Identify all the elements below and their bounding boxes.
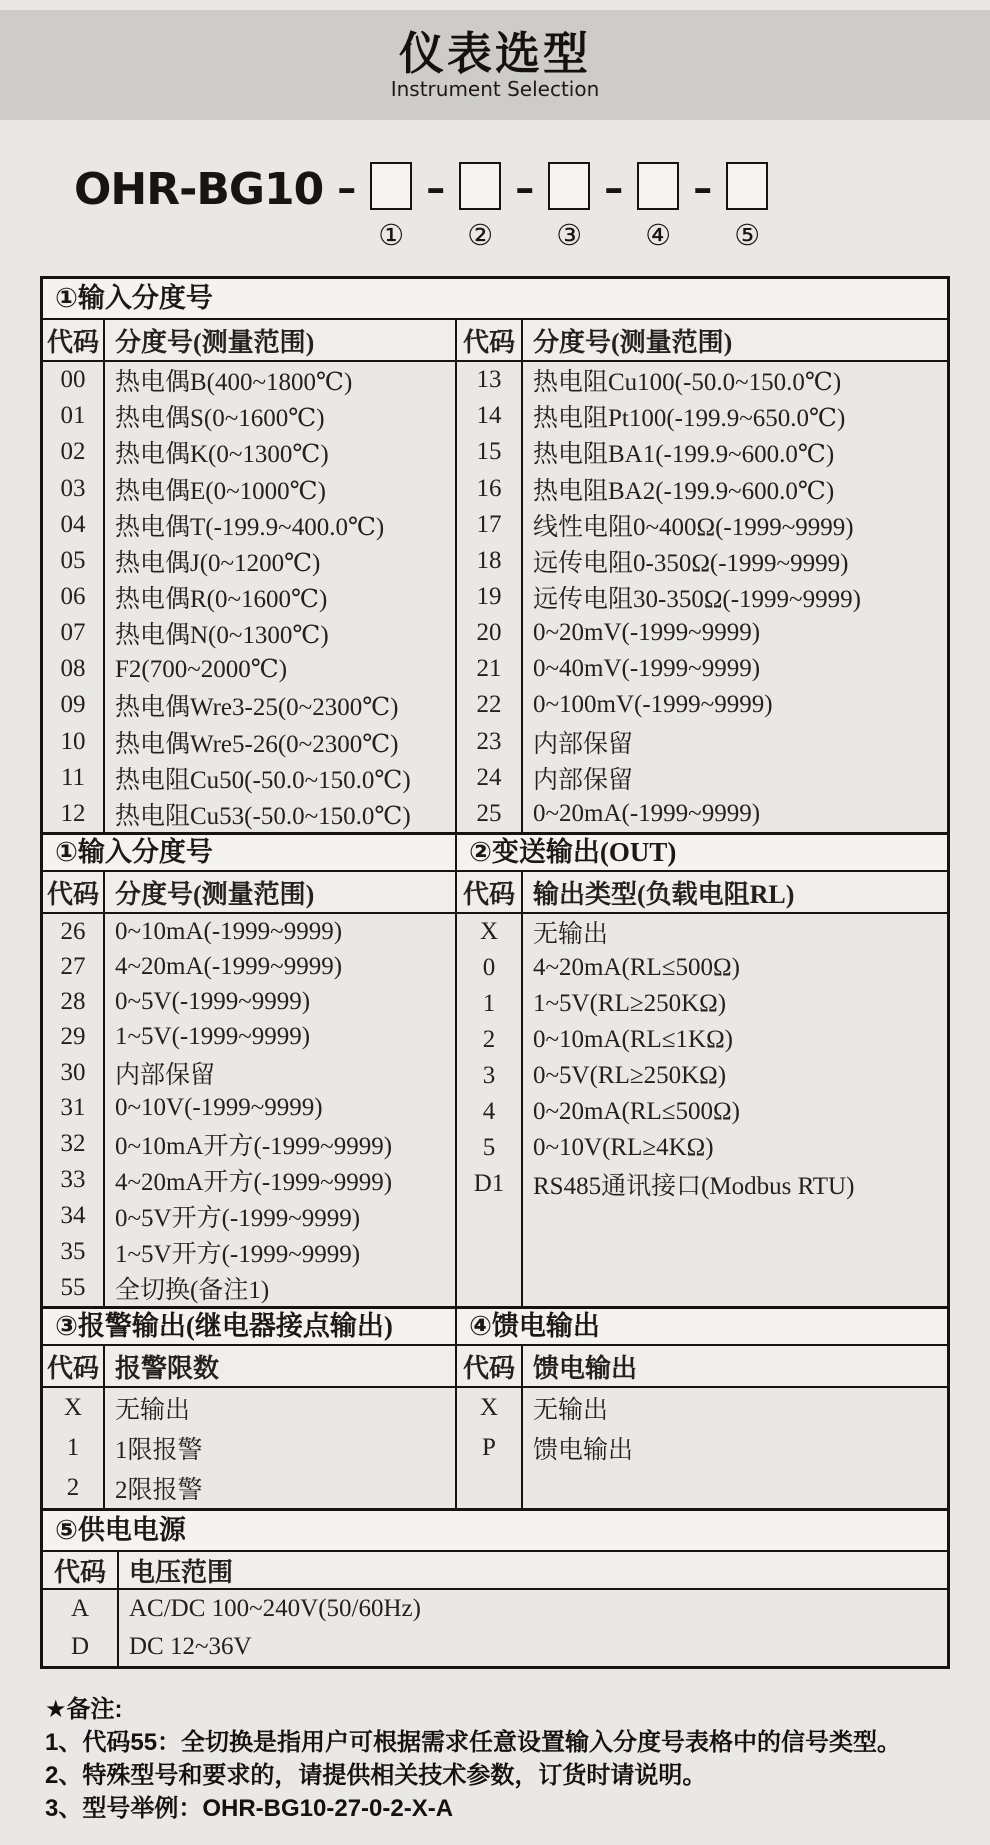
model-dash-3: – [515,166,535,210]
section1-title: ①输入分度号 [43,279,947,320]
row-code: X [479,918,499,945]
table-row [43,615,455,651]
row-code: 18 [476,546,502,574]
column-header-desc: 分度号(测量范围) [533,327,733,357]
row-desc: 1~5V(-1999~9999) [115,1023,311,1051]
section1-right-rows [457,362,947,832]
table-row [43,507,455,543]
note-item-2: 2、特殊型号和要求的，请提供相关技术参数，订货时请说明。 [45,1762,707,1789]
position-label-5: ⑤ [734,218,761,252]
table-row [457,651,947,687]
row-code: 4 [482,1098,496,1125]
model-code-box-3 [548,162,590,210]
column-header-row [43,1346,455,1388]
section3-left-rows [43,1388,455,1508]
row-code: 05 [60,546,86,574]
model-dash-5: – [693,166,713,210]
row-desc: 线性电阻0~400Ω(-1999~9999) [533,513,854,541]
table-row [457,434,947,470]
row-desc: 内部保留 [533,730,634,758]
row-desc: 热电偶B(400~1800℃) [115,369,353,397]
row-code: X [63,1394,83,1421]
row-code: 04 [60,510,86,538]
section1-left-rows [43,362,455,832]
column-header-code: 代码 [46,327,99,357]
row-code: 30 [60,1058,86,1086]
row-desc: 热电偶K(0~1300℃) [115,441,329,469]
table-row [457,1094,947,1130]
model-prefix: OHR-BG10 [74,164,324,215]
position-label-2: ② [467,218,494,252]
row-desc: 0~5V(RL≥250KΩ) [533,1062,727,1089]
column-header-row [43,872,455,914]
table-row [43,1198,455,1234]
row-code: 11 [60,763,86,791]
row-code: 55 [60,1274,86,1302]
position-label-4: ④ [645,218,672,252]
column-header-desc: 报警限数 [115,1353,220,1383]
section2-right-rows [457,914,947,1306]
row-code: 33 [60,1166,86,1194]
table-row [43,579,455,615]
row-code: 10 [60,727,86,755]
table-row [457,796,947,832]
column-header-code: 代码 [462,1353,515,1383]
row-code: 1 [482,990,496,1017]
table-row [43,796,455,832]
column-header-desc: 分度号(测量范围) [115,879,315,909]
model-number-diagram [0,162,990,262]
column-header-row [43,320,455,362]
section2-right-title: ②变送输出(OUT) [457,835,947,872]
row-code: 09 [60,691,86,719]
table-row [457,398,947,434]
table-row [457,579,947,615]
row-desc: DC 12~36V [129,1633,252,1660]
model-code-box-2 [459,162,501,210]
column-header-desc: 电压范围 [129,1557,234,1587]
table-row [457,760,947,796]
column-header-desc: 分度号(测量范围) [115,327,315,357]
section-alarm-and-feed-output [43,1306,947,1508]
row-desc: 无输出 [533,1397,609,1424]
row-desc: 热电偶R(0~1600℃) [115,586,328,614]
row-desc: 内部保留 [115,1061,216,1089]
row-code: 03 [60,474,86,502]
section1-left-table [43,320,457,832]
row-desc: 4~20mA(RL≤500Ω) [533,954,740,981]
page-subtitle: Instrument Selection [390,77,600,101]
column-header-row [457,872,947,914]
row-desc: 1~5V开方(-1999~9999) [115,1241,361,1269]
table-row [43,1468,455,1508]
row-desc: 内部保留 [533,766,634,794]
row-code: 29 [60,1023,86,1051]
section4-title: ⑤供电电源 [43,1511,947,1552]
table-row [43,1055,455,1091]
model-code-box-5 [726,162,768,210]
table-row [43,1091,455,1126]
row-code: 08 [60,655,86,683]
row-desc: 4~20mA开方(-1999~9999) [115,1169,393,1197]
section1-right-table [457,320,947,832]
row-desc: AC/DC 100~240V(50/60Hz) [129,1595,421,1622]
section3-left-title: ③报警输出(继电器接点输出) [43,1309,455,1346]
row-code: 22 [476,691,502,719]
table-row [457,1058,947,1094]
table-row [457,914,947,950]
row-code: 14 [476,402,502,430]
row-desc: 热电偶T(-199.9~400.0℃) [115,513,385,541]
row-code: 26 [60,917,86,945]
table-row [457,1428,947,1468]
position-label-3: ③ [556,218,583,252]
table-row [43,470,455,506]
row-desc: 0~10mA(RL≤1KΩ) [533,1026,733,1053]
row-desc: 0~20mA(-1999~9999) [533,799,761,827]
table-row [43,760,455,796]
row-desc: 0~10mA(-1999~9999) [115,917,343,945]
section-power-supply [43,1508,947,1666]
note-item-1: 1、代码55：全切换是指用户可根据需求任意设置输入分度号表格中的信号类型。 [45,1729,902,1756]
table-row [43,1162,455,1198]
table-row [457,543,947,579]
note-item-3: 3、型号举例：OHR-BG10-27-0-2-X-A [45,1795,454,1822]
row-code: A [70,1595,90,1622]
section3-right-table [457,1309,947,1508]
row-code: 28 [60,988,86,1015]
section-input-division-b-and-output [43,832,947,1306]
row-code: P [482,1434,496,1461]
table-row [43,398,455,434]
row-code: 1 [66,1434,80,1461]
section4-table [43,1552,947,1666]
row-desc: 热电阻Cu53(-50.0~150.0℃) [115,802,411,830]
column-header-row [457,320,947,362]
row-desc: 热电阻Cu50(-50.0~150.0℃) [115,766,411,794]
row-code: 19 [476,583,502,611]
row-code: 16 [476,474,502,502]
row-desc: 全切换(备注1) [115,1277,270,1305]
column-header-row [457,1346,947,1388]
table-row [43,362,455,398]
row-desc: 无输出 [115,1397,191,1424]
table-row [43,543,455,579]
row-code: 12 [60,799,86,827]
row-code: 35 [60,1238,86,1266]
model-dash-4: – [604,166,624,210]
row-desc: 热电偶E(0~1000℃) [115,477,326,505]
row-code: 01 [60,402,86,430]
row-code: 25 [476,799,502,827]
section-input-division-a [43,279,947,832]
notes-header: ★备注: [45,1696,123,1723]
row-desc: 热电阻Pt100(-199.9~650.0℃) [533,405,846,433]
table-row [457,950,947,986]
table-row [43,1020,455,1055]
row-code: 3 [482,1062,496,1089]
model-code-box-1 [370,162,412,210]
table-row [457,362,947,398]
row-code: 07 [60,619,86,647]
table-row [43,1590,947,1628]
table-row [457,687,947,723]
row-desc: 远传电阻0-350Ω(-1999~9999) [533,549,849,577]
row-code: 27 [60,952,86,980]
model-slot-5 [726,162,768,250]
model-dash-2: – [426,166,446,210]
table-row [457,507,947,543]
model-slot-3 [548,162,590,250]
section2-right-table [457,835,947,1306]
section4-rows [43,1590,947,1666]
section2-left-title: ①输入分度号 [43,835,455,872]
table-row [457,1130,947,1166]
row-code: 32 [60,1130,86,1158]
row-code: 17 [476,510,502,538]
column-header-desc: 输出类型(负载电阻RL) [533,879,795,909]
table-row [43,1628,947,1666]
table-row [43,687,455,723]
row-code: 23 [476,727,502,755]
model-code-box-4 [637,162,679,210]
row-desc: 1~5V(RL≥250KΩ) [533,990,727,1017]
table-row [43,1388,455,1428]
row-code: 06 [60,583,86,611]
row-desc: 馈电输出 [533,1437,634,1464]
row-desc: 热电偶Wre3-25(0~2300℃) [115,694,399,722]
row-code: 31 [60,1094,86,1122]
row-code: 2 [482,1026,496,1053]
selection-tables [40,276,950,1669]
row-code: 0 [482,954,496,981]
row-desc: 0~40mV(-1999~9999) [533,655,761,683]
section3-left-table [43,1309,457,1508]
table-row [457,615,947,651]
row-desc: 0~5V开方(-1999~9999) [115,1205,361,1233]
table-row [457,470,947,506]
column-header-code: 代码 [462,879,515,909]
table-row [43,1428,455,1468]
row-desc: 热电偶N(0~1300℃) [115,622,329,650]
column-header-code: 代码 [46,1353,99,1383]
column-header-desc: 馈电输出 [533,1353,638,1383]
row-code: X [479,1394,499,1421]
table-row [43,984,455,1019]
column-header-row [43,1552,947,1590]
row-code: 00 [60,366,86,394]
table-row [43,914,455,949]
model-slot-1 [370,162,412,250]
table-row [43,724,455,760]
table-row [457,1166,947,1202]
row-desc: 1限报警 [115,1437,203,1464]
row-code: 15 [476,438,502,466]
row-desc: RS485通讯接口(Modbus RTU) [533,1173,855,1200]
row-desc: 无输出 [533,921,609,948]
row-desc: 远传电阻30-350Ω(-1999~9999) [533,586,861,614]
table-row [457,1022,947,1058]
table-row [43,651,455,687]
table-row [43,1234,455,1270]
row-code: 2 [66,1474,80,1501]
row-code: 5 [482,1134,496,1161]
table-row [43,1126,455,1162]
row-desc: 4~20mA(-1999~9999) [115,952,343,980]
table-row [43,949,455,984]
row-code: 02 [60,438,86,466]
row-desc: 热电阻BA1(-199.9~600.0℃) [533,441,835,469]
table-row [457,986,947,1022]
row-desc: 0~10mA开方(-1999~9999) [115,1133,393,1161]
row-desc: 0~10V(RL≥4KΩ) [533,1134,714,1161]
row-desc: 热电偶S(0~1600℃) [115,405,325,433]
section2-left-table [43,835,457,1306]
row-code: 34 [60,1202,86,1230]
row-desc: 0~20mV(-1999~9999) [533,619,761,647]
row-desc: 热电阻Cu100(-50.0~150.0℃) [533,369,842,397]
position-label-1: ① [378,218,405,252]
section3-right-title: ④馈电输出 [457,1309,947,1346]
row-desc: 热电偶J(0~1200℃) [115,549,321,577]
page-title: 仪表选型 [398,27,591,80]
row-code: D [70,1633,90,1660]
column-header-code: 代码 [53,1557,106,1587]
model-dash-1: – [337,166,357,210]
footnotes [45,1693,990,1825]
row-code: 21 [476,655,502,683]
row-code: 24 [476,763,502,791]
section2-left-rows [43,914,455,1306]
row-desc: 0~20mA(RL≤500Ω) [533,1098,740,1125]
row-desc: 0~10V(-1999~9999) [115,1094,323,1122]
table-row [457,1388,947,1428]
row-desc: F2(700~2000℃) [115,656,288,684]
table-row [457,724,947,760]
row-code: D1 [473,1170,505,1197]
row-code: 13 [476,366,502,394]
table-row [43,1270,455,1306]
model-slot-2 [459,162,501,250]
model-slot-4 [637,162,679,250]
row-desc: 热电阻BA2(-199.9~600.0℃) [533,477,835,505]
page-header-banner [0,10,990,120]
row-desc: 0~5V(-1999~9999) [115,988,311,1015]
section3-right-rows [457,1388,947,1508]
row-code: 20 [476,619,502,647]
column-header-code: 代码 [46,879,99,909]
row-desc: 0~100mV(-1999~9999) [533,691,773,719]
table-row [43,434,455,470]
row-desc: 2限报警 [115,1477,203,1504]
row-desc: 热电偶Wre5-26(0~2300℃) [115,730,399,758]
column-header-code: 代码 [462,327,515,357]
